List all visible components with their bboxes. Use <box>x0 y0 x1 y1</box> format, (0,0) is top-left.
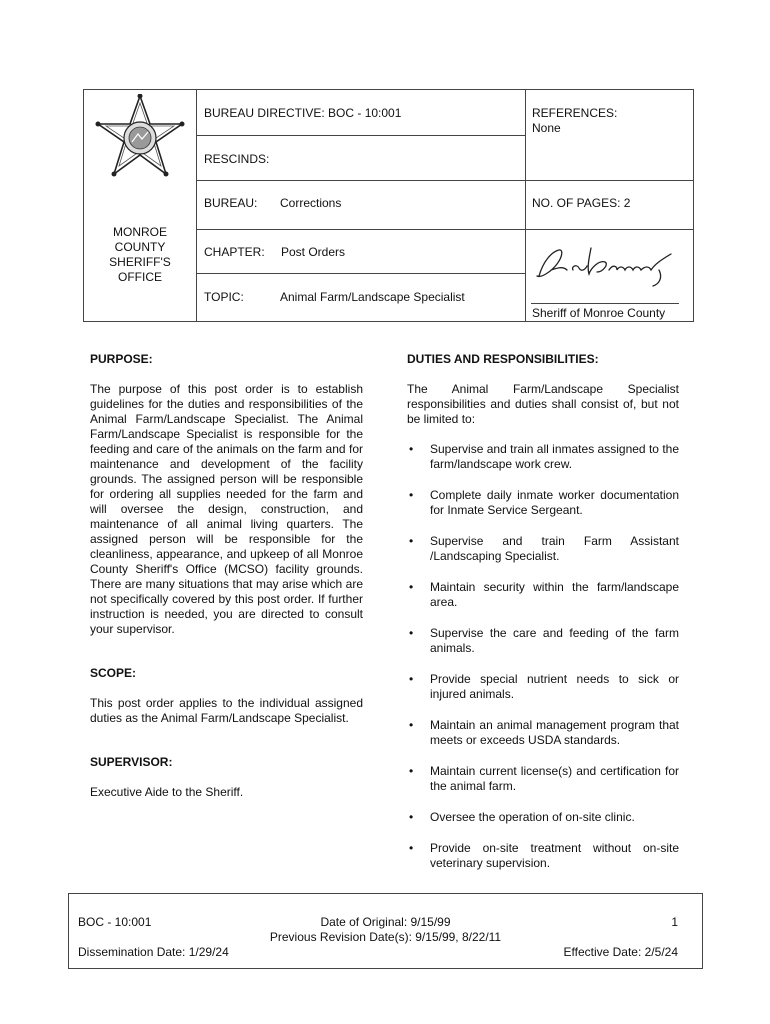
sheriff-signature <box>533 240 683 288</box>
duty-text: Provide on-site treatment without on-site veterinary supervision. <box>430 841 679 870</box>
list-item <box>407 580 679 610</box>
list-item <box>407 810 679 825</box>
duties-intro: The Animal Farm/Landscape Specialist responsibilities and duties shall consist of, but not be limited to: <box>407 382 679 426</box>
bullet-icon: • <box>409 841 414 855</box>
purpose-heading: PURPOSE: <box>90 352 153 366</box>
left-column <box>90 352 363 800</box>
supervisor-heading: SUPERVISOR: <box>90 755 173 769</box>
duty-text: Oversee the operation of on-site clinic. <box>430 810 635 824</box>
bullet-icon: • <box>409 810 414 824</box>
topic-label: TOPIC: <box>204 290 244 304</box>
directive-header-table <box>83 89 694 322</box>
list-item <box>407 672 679 702</box>
divider <box>196 180 693 181</box>
divider <box>196 273 525 274</box>
list-item <box>407 442 679 472</box>
bureau-value: Corrections <box>280 196 342 210</box>
office-name <box>84 225 196 285</box>
purpose-text: The purpose of this post order is to establish guidelines for the duties and responsibilities of the Animal Farm/Landscape Specialist. The Animal Farm/Landscape Specialist is responsible for the feeding and care of the animals on the farm and for maintenance and development of the facility grounds. The assigned person will be responsible for ordering all supplies needed for the farm and will oversee the design, construction, and maintenance of all animal living quarters. The assigned person will be responsible for the cleanliness, appearance, and upkeep of all Monroe County Sheriff's Office (MCSO) facility grounds. There are many situations that may arise which are not specifically covered by this post order. If further instruction is needed, you are directed to consult your supervisor. <box>90 382 363 636</box>
bullet-icon: • <box>409 442 414 456</box>
office-line: SHERIFF'S <box>109 255 171 269</box>
rescinds-label: RESCINDS: <box>204 152 270 166</box>
duties-heading: DUTIES AND RESPONSIBILITIES: <box>407 352 599 366</box>
topic-value: Animal Farm/Landscape Specialist <box>280 290 465 304</box>
office-line: OFFICE <box>118 270 162 284</box>
footer-doc-id: BOC - 10:001 <box>78 915 152 929</box>
bullet-icon: • <box>409 534 414 548</box>
list-item <box>407 718 679 748</box>
footer-dissemination-date: Dissemination Date: 1/29/24 <box>78 945 229 959</box>
bureau-label: BUREAU: <box>204 196 258 210</box>
page-count: NO. OF PAGES: 2 <box>532 196 631 210</box>
divider <box>525 90 526 321</box>
office-line: COUNTY <box>114 240 166 254</box>
list-item <box>407 764 679 794</box>
duty-text: Supervise and train all inmates assigned to the farm/landscape work crew. <box>430 442 679 471</box>
list-item <box>407 488 679 518</box>
signature-line <box>531 303 679 304</box>
footer-revision-dates: Previous Revision Date(s): 9/15/99, 8/22/11 <box>269 930 502 944</box>
scope-text: This post order applies to the individual assigned duties as the Animal Farm/Landscape Specialist. <box>90 696 363 725</box>
divider <box>196 90 197 321</box>
divider <box>196 135 525 136</box>
list-item <box>407 534 679 564</box>
bullet-icon: • <box>409 764 414 778</box>
duties-list <box>407 442 679 871</box>
references-label: REFERENCES: <box>532 106 618 120</box>
sheriff-caption: Sheriff of Monroe County <box>532 306 666 320</box>
references-value: None <box>532 121 561 135</box>
bullet-icon: • <box>409 626 414 640</box>
document-footer <box>68 893 703 969</box>
directive-number: BUREAU DIRECTIVE: BOC - 10:001 <box>204 106 402 120</box>
duty-text: Maintain security within the farm/landscape area. <box>430 580 679 609</box>
scope-heading: SCOPE: <box>90 666 137 680</box>
footer-page-number: 1 <box>671 915 678 929</box>
chapter-label: CHAPTER: <box>204 245 265 259</box>
duty-text: Supervise and train Farm Assistant /Landscaping Specialist. <box>430 534 679 563</box>
footer-effective-date: Effective Date: 2/5/24 <box>563 945 678 959</box>
duty-text: Maintain an animal management program that meets or exceeds USDA standards. <box>430 718 679 747</box>
office-line: MONROE <box>113 225 167 239</box>
duty-text: Provide special nutrient needs to sick or injured animals. <box>430 672 679 701</box>
sheriff-star-badge-icon <box>92 94 188 180</box>
list-item <box>407 626 679 656</box>
footer-original-date: Date of Original: 9/15/99 <box>320 915 451 929</box>
chapter-value: Post Orders <box>281 245 346 259</box>
duty-text: Supervise the care and feeding of the farm animals. <box>430 626 679 655</box>
right-column <box>407 352 679 871</box>
supervisor-text: Executive Aide to the Sheriff. <box>90 785 244 799</box>
divider <box>196 229 693 230</box>
bullet-icon: • <box>409 718 414 732</box>
bullet-icon: • <box>409 488 414 502</box>
bullet-icon: • <box>409 672 414 686</box>
list-item <box>407 841 679 871</box>
bullet-icon: • <box>409 580 414 594</box>
duty-text: Complete daily inmate worker documentation for Inmate Service Sergeant. <box>430 488 679 517</box>
duty-text: Maintain current license(s) and certification for the animal farm. <box>430 764 679 793</box>
